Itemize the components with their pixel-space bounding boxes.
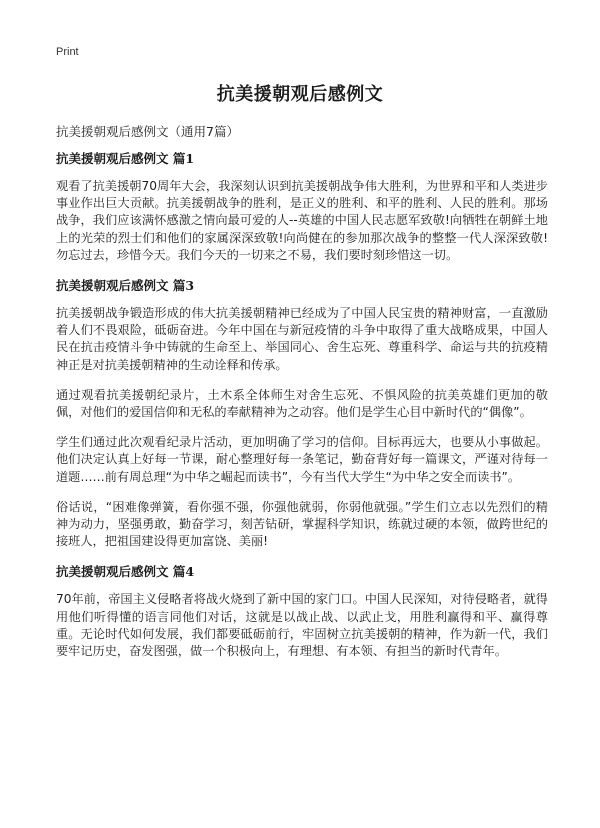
paragraph: 俗话说，“困难像弹簧，看你强不强，你强他就弱，你弱他就强。”学生们立志以先烈们的精神为动力，坚强勇敢，勤奋学习，刻苦钻研，掌握科学知识，练就过硬的本领，做跨世纪的接班人，把祖国建设得更加富饶、美丽!	[56, 499, 548, 549]
section-3	[56, 277, 548, 550]
section-heading: 抗美援朝观后感例文 篇1	[56, 151, 195, 166]
paragraph: 观看了抗美援朝70周年大会，我深刻认识到抗美援朝战争伟大胜利，为世界和平和人类进步事业作出巨大贡献。抗美援朝战争的胜利，是正义的胜利、和平的胜利、人民的胜利。那场战争，我们应该满怀感激之情向最可爱的人--英雄的中国人民志愿军致敬!向牺牲在朝鲜土地上的光荣的烈士们和他们的家属深深致敬!向尚健在的参加那次战争的整整一代人深深致敬!勿忘过去，珍惜今天。我们今天的一切来之不易，我们要时刻珍惜这一切。	[56, 179, 548, 262]
print-label[interactable]: Print	[56, 46, 79, 58]
section-heading: 抗美援朝观后感例文 篇4	[56, 564, 195, 580]
paragraph: 70年前，帝国主义侵略者将战火烧到了新中国的家门口。中国人民深知，对待侵略者，就得用他们听得懂的语言同他们对话，这就是以战止战、以武止戈，用胜利赢得和平、赢得尊重。无论时代如何发展，我们都要砥砺前行，牢固树立抗美援朝的精神，作为新一代，我们要牢记历史，奋发图强，做一个积极向上，有理想、有本领、有担当的新时代青年。	[56, 592, 548, 659]
article-body	[56, 150, 548, 673]
page-title: 抗美援朝观后感例文	[216, 84, 384, 105]
section-heading: 抗美援朝观后感例文 篇3	[56, 278, 195, 294]
paragraph: 通过观看抗美援朝纪录片，土木系全体师生对舍生忘死、不惧风险的抗美英雄们更加的敬佩，对他们的爱国信仰和无私的奉献精神为之动容。他们是学生心目中新时代的“偶像”。	[56, 387, 548, 420]
page-subtitle: 抗美援朝观后感例文（通用7篇）	[56, 124, 239, 139]
section-1	[56, 150, 548, 264]
paragraph: 学生们通过此次观看纪录片活动，更加明确了学习的信仰。目标再远大，也要从小事做起。他们决定认真上好每一节课，耐心整理好每一条笔记，勤奋背好每一篇课文，严谨对待每一道题……前有周总理“为中华之崛起而读书”，今有当代大学生“为中华之安全而读书”。	[56, 435, 548, 484]
paragraph: 抗美援朝战争锻造形成的伟大抗美援朝精神已经成为了中国人民宝贵的精神财富，一直激励着人们不畏艰险，砥砺奋进。今年中国在与新冠疫情的斗争中取得了重大战略成果，中国人民在抗击疫情斗争中铸就的生命至上、举国同心、舍生忘死、尊重科学、命运与共的抗疫精神正是对抗美援朝精神的生动诠释和传承。	[56, 306, 548, 372]
section-4	[56, 563, 548, 660]
